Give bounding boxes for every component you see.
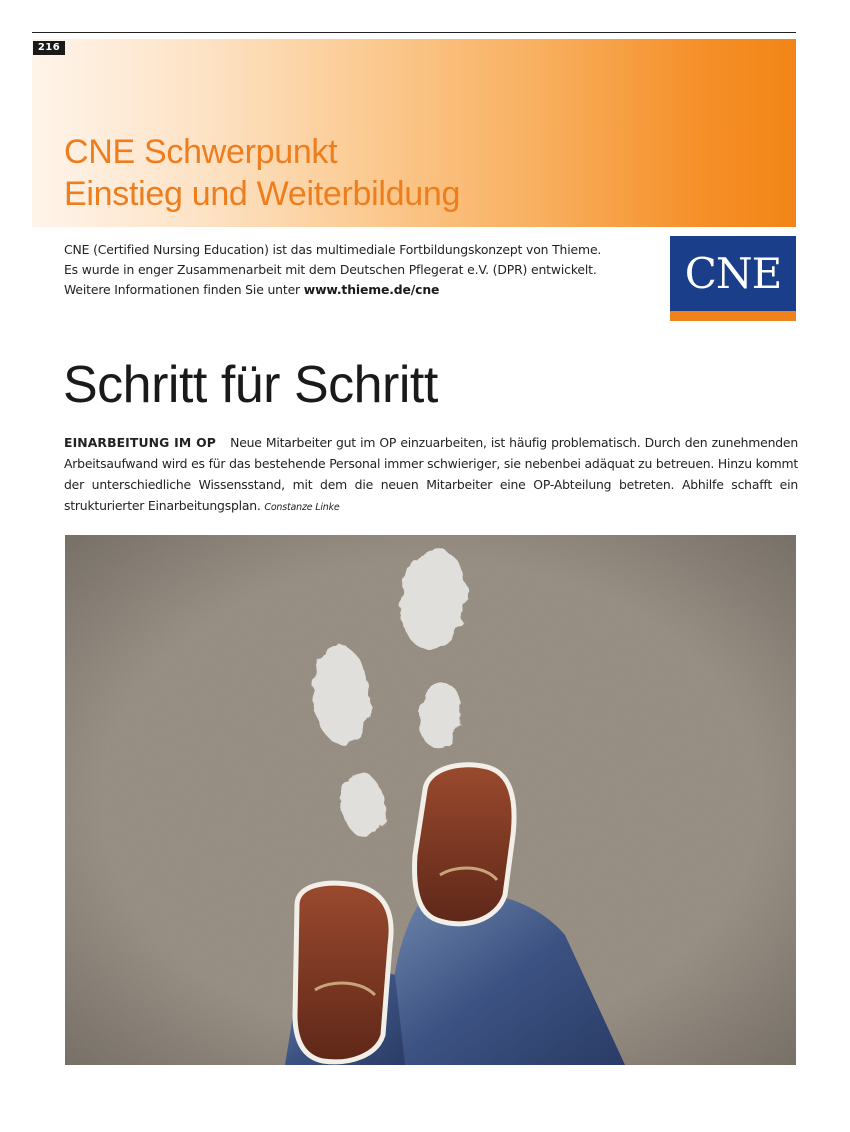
banner-title-line2: Einstieg und Weiterbildung	[64, 175, 461, 213]
top-rule	[32, 32, 796, 33]
footprints-shoes-photo	[65, 535, 796, 1065]
article-title: Schritt für Schritt	[63, 356, 438, 414]
article-photo	[65, 535, 796, 1065]
article-kicker: EINARBEITUNG IM OP	[64, 435, 216, 450]
intro-line-3-text: Weitere Informationen finden Sie unter	[64, 282, 304, 297]
page-number: 216	[33, 41, 65, 55]
intro-line-1: CNE (Certified Nursing Education) ist das multimediale Fortbildungskonzept von Thieme.	[64, 242, 602, 257]
article-author: Constanze Linke	[264, 502, 340, 513]
intro-line-2: Es wurde in enger Zusammenarbeit mit dem Deutschen Pflegerat e.V. (DPR) entwickelt.	[64, 262, 597, 277]
thieme-cne-link[interactable]: www.thieme.de/cne	[303, 282, 440, 297]
cne-logo-stripe	[670, 311, 796, 321]
cne-intro	[64, 240, 644, 300]
article-lead	[64, 432, 798, 518]
banner-title	[64, 131, 460, 215]
cne-logo	[670, 236, 796, 321]
article-lead-text: Neue Mitarbeiter gut im OP einzuarbeiten, ist häufig problematisch. Durch den zunehmenden Arbeitsaufwand wird es für das bestehende Personal immer schwieriger, sie nebenbei adäquat zu betreuen. Hinzu kommt der unterschiedliche Wissensstand, mit dem die neuen Mitarbeiter eine OP-Abteilung betreten. Abhilfe schafft ein strukturierter Einarbeitungsplan.	[64, 435, 798, 513]
header-banner	[32, 39, 796, 227]
cne-logo-text: CNE	[670, 236, 796, 311]
banner-title-line1: CNE Schwerpunkt	[64, 133, 338, 171]
intro-line-3	[64, 280, 644, 300]
